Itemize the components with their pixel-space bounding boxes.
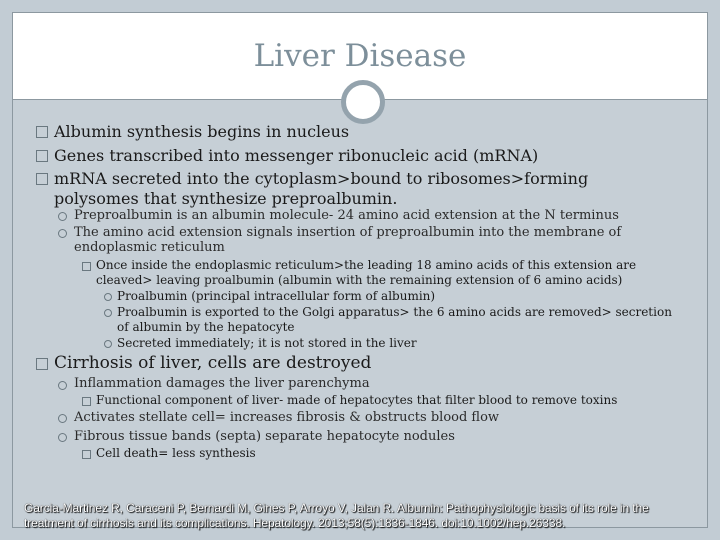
sub-sub-bullet-er-line1: Once inside the endoplasmic reticulum>the leading 18 amino acids of this extension are	[96, 258, 637, 272]
bullet-mrna-secreted-line2: polysomes that synthesize preproalbumin.	[54, 189, 398, 208]
circle-bullet-icon	[58, 414, 67, 423]
circle-bullet-icon	[58, 229, 67, 238]
slide-title: Liver Disease	[253, 38, 467, 74]
citation	[24, 501, 704, 531]
sub-bullet-inflammation: Inflammation damages the liver parenchyma	[74, 376, 370, 391]
square-bullet-icon	[82, 397, 91, 406]
detail-golgi-line2: of albumin by the hepatocyte	[117, 320, 295, 334]
sub-sub-bullet-functional-component: Functional component of liver- made of hepatocytes that filter blood to remove toxins	[96, 393, 618, 407]
citation-line2: treatment of cirrhosis and its complications. Hepatology. 2013;58(5):1836-1846. doi:10.1002/hep.26338.	[24, 516, 566, 530]
square-bullet-icon	[36, 173, 48, 185]
square-bullet-icon	[36, 126, 48, 138]
circle-bullet-icon	[104, 340, 112, 348]
circle-bullet-icon	[104, 293, 112, 301]
square-bullet-icon	[82, 262, 91, 271]
circle-bullet-icon	[104, 309, 112, 317]
detail-secreted-immediately: Secreted immediately; it is not stored in the liver	[117, 336, 417, 350]
sub-sub-bullet-er-line2: cleaved> leaving proalbumin (albumin with the remaining extension of 6 amino acids)	[96, 273, 623, 287]
circle-bullet-icon	[58, 381, 67, 390]
bullet-mrna-secreted-line1: mRNA secreted into the cytoplasm>bound to ribosomes>forming	[54, 169, 589, 188]
detail-proalbumin-form: Proalbumin (principal intracellular form of albumin)	[117, 289, 436, 303]
square-bullet-icon	[82, 450, 91, 459]
bullet-genes-transcribed: Genes transcribed into messenger ribonucleic acid (mRNA)	[54, 146, 539, 165]
bullet-albumin-synthesis: Albumin synthesis begins in nucleus	[54, 122, 350, 141]
circle-bullet-icon	[58, 433, 67, 442]
square-bullet-icon	[36, 358, 48, 370]
sub-bullet-fibrous-bands: Fibrous tissue bands (septa) separate hepatocyte nodules	[74, 429, 455, 444]
detail-golgi-line1: Proalbumin is exported to the Golgi apparatus> the 6 amino acids are removed> secretion	[117, 305, 672, 319]
sub-bullet-stellate-cell: Activates stellate cell= increases fibrosis & obstructs blood flow	[74, 410, 500, 425]
square-bullet-icon	[36, 150, 48, 162]
sub-sub-bullet-cell-death: Cell death= less synthesis	[96, 446, 256, 460]
sub-bullet-preproalbumin: Preproalbumin is an albumin molecule- 24 amino acid extension at the N terminus	[74, 208, 619, 223]
sub-bullet-amino-extension-line2: endoplasmic reticulum	[74, 240, 225, 255]
citation-line1: Garcia-Martinez R, Caraceni P, Bernardi M, Gines P, Arroyo V, Jalan R. Albumin: Pathophysiologic basis of its role in the	[24, 501, 649, 515]
circle-bullet-icon	[58, 212, 67, 221]
sub-bullet-amino-extension-line1: The amino acid extension signals insertion of preproalbumin into the membrane of	[74, 225, 622, 240]
bullet-cirrhosis: Cirrhosis of liver, cells are destroyed	[54, 353, 372, 373]
